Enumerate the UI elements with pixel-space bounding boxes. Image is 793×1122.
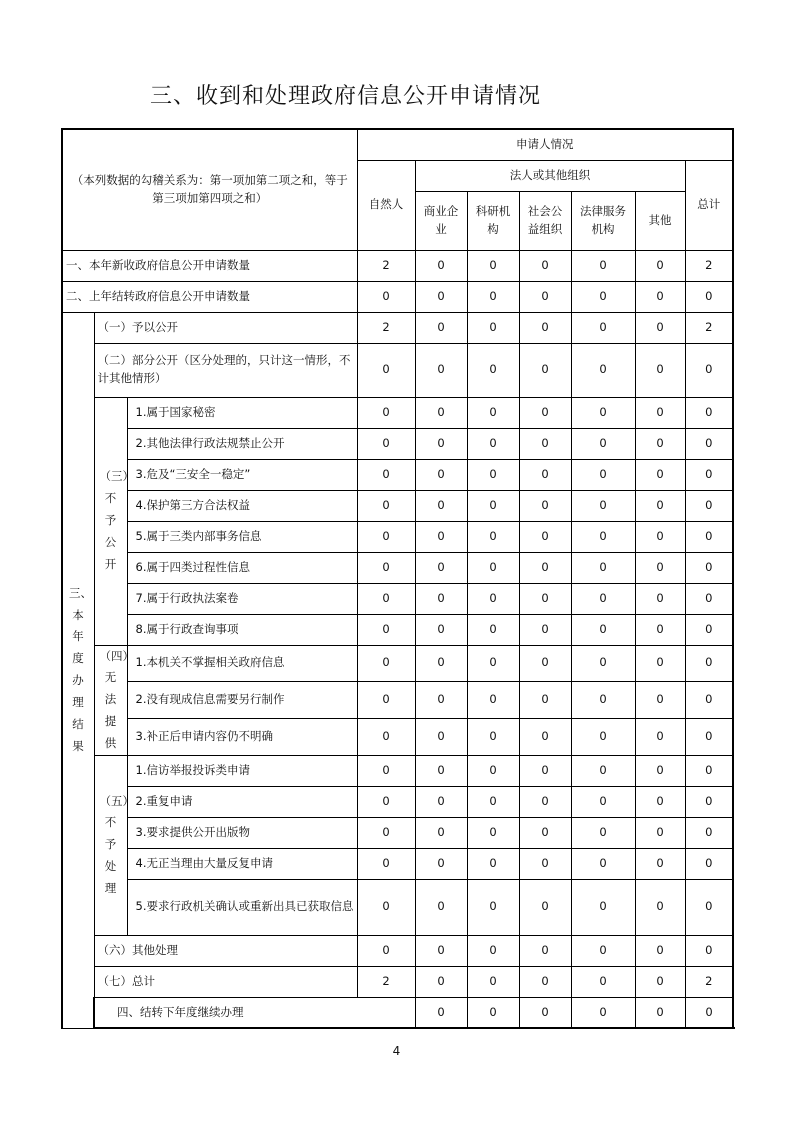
value-cell: 0 xyxy=(415,250,467,281)
table-row xyxy=(62,250,733,281)
header-other: 其他 xyxy=(635,191,685,250)
table-row xyxy=(62,966,733,997)
value-cell: 0 xyxy=(415,281,467,312)
value-cell: 0 xyxy=(635,343,685,397)
table-row xyxy=(62,718,733,755)
table-row xyxy=(62,583,733,614)
row-label: 3.要求提供公开出版物 xyxy=(127,817,357,848)
value-cell: 0 xyxy=(685,343,733,397)
value-cell: 0 xyxy=(519,250,571,281)
value-cell: 0 xyxy=(571,397,635,428)
value-cell: 0 xyxy=(415,848,467,879)
row-label: 4.保护第三方合法权益 xyxy=(127,490,357,521)
row-label: 4.无正当理由大量反复申请 xyxy=(127,848,357,879)
row-label: 四、结转下年度继续办理 xyxy=(94,997,415,1028)
value-cell: 0 xyxy=(571,645,635,682)
value-cell: 0 xyxy=(357,848,415,879)
value-cell: 0 xyxy=(571,966,635,997)
value-cell: 0 xyxy=(635,521,685,552)
value-cell: 0 xyxy=(519,848,571,879)
value-cell: 0 xyxy=(635,583,685,614)
value-cell: 0 xyxy=(467,935,519,966)
value-cell: 0 xyxy=(519,312,571,343)
value-cell: 0 xyxy=(357,428,415,459)
value-cell: 0 xyxy=(685,281,733,312)
value-cell: 0 xyxy=(467,312,519,343)
value-cell: 0 xyxy=(519,552,571,583)
value-cell: 0 xyxy=(467,997,519,1028)
value-cell: 0 xyxy=(685,614,733,645)
value-cell: 0 xyxy=(467,521,519,552)
value-cell: 0 xyxy=(415,490,467,521)
header-natural-person: 自然人 xyxy=(357,160,415,250)
value-cell: 0 xyxy=(635,786,685,817)
table-row xyxy=(62,490,733,521)
value-cell: 0 xyxy=(571,250,635,281)
value-cell: 0 xyxy=(519,817,571,848)
value-cell: 0 xyxy=(519,935,571,966)
header-legal-group: 法人或其他组织 xyxy=(415,160,685,191)
disclosure-table xyxy=(61,128,734,1029)
value-cell: 0 xyxy=(571,817,635,848)
value-cell: 0 xyxy=(571,583,635,614)
value-cell: 0 xyxy=(571,935,635,966)
value-cell: 0 xyxy=(519,879,571,935)
value-cell: 0 xyxy=(635,718,685,755)
value-cell: 0 xyxy=(685,645,733,682)
value-cell: 0 xyxy=(415,879,467,935)
value-cell: 0 xyxy=(571,281,635,312)
subgroup-label-withheld: （三）不予公开 xyxy=(94,397,127,645)
header-research: 科研机构 xyxy=(467,191,519,250)
group-label-results: 三、本年度办理结果 xyxy=(62,312,94,1028)
value-cell: 0 xyxy=(685,935,733,966)
value-cell: 0 xyxy=(635,682,685,719)
value-cell: 2 xyxy=(685,312,733,343)
value-cell: 0 xyxy=(357,552,415,583)
value-cell: 0 xyxy=(415,312,467,343)
row-label: 2.重复申请 xyxy=(127,786,357,817)
value-cell: 0 xyxy=(357,583,415,614)
value-cell: 0 xyxy=(685,521,733,552)
value-cell: 0 xyxy=(519,786,571,817)
row-label: 1.信访举报投诉类申请 xyxy=(127,755,357,786)
value-cell: 0 xyxy=(685,682,733,719)
value-cell: 0 xyxy=(635,428,685,459)
value-cell: 0 xyxy=(685,490,733,521)
table-row xyxy=(62,879,733,935)
table-row xyxy=(62,935,733,966)
value-cell: 0 xyxy=(519,459,571,490)
value-cell: 2 xyxy=(357,966,415,997)
page-number: 4 xyxy=(392,1044,401,1058)
row-label: 2.没有现成信息需要另行制作 xyxy=(127,682,357,719)
value-cell: 2 xyxy=(685,966,733,997)
value-cell: 0 xyxy=(571,848,635,879)
row-label: （一）予以公开 xyxy=(94,312,357,343)
row-label: 1.属于国家秘密 xyxy=(127,397,357,428)
value-cell: 0 xyxy=(467,848,519,879)
value-cell: 0 xyxy=(571,879,635,935)
value-cell: 0 xyxy=(571,718,635,755)
value-cell: 0 xyxy=(467,281,519,312)
row-label: 8.属于行政查询事项 xyxy=(127,614,357,645)
header-social: 社会公益组织 xyxy=(519,191,571,250)
row-label: 3.补正后申请内容仍不明确 xyxy=(127,718,357,755)
value-cell: 0 xyxy=(635,312,685,343)
value-cell: 0 xyxy=(357,343,415,397)
header-commercial: 商业企业 xyxy=(415,191,467,250)
value-cell: 0 xyxy=(415,343,467,397)
value-cell: 0 xyxy=(467,817,519,848)
value-cell: 0 xyxy=(519,343,571,397)
table-row xyxy=(62,997,733,1028)
value-cell: 0 xyxy=(635,645,685,682)
value-cell: 0 xyxy=(635,552,685,583)
value-cell: 0 xyxy=(685,817,733,848)
row-label: 5.属于三类内部事务信息 xyxy=(127,521,357,552)
value-cell: 0 xyxy=(415,997,467,1028)
row-label: 一、本年新收政府信息公开申请数量 xyxy=(62,250,357,281)
value-cell: 0 xyxy=(467,614,519,645)
value-cell: 2 xyxy=(685,250,733,281)
value-cell: 0 xyxy=(685,552,733,583)
value-cell: 0 xyxy=(357,397,415,428)
value-cell: 0 xyxy=(357,682,415,719)
row-label: 5.要求行政机关确认或重新出具已获取信息 xyxy=(127,879,357,935)
header-note: （本列数据的勾稽关系为：第一项加第二项之和，等于第三项加第四项之和） xyxy=(62,129,357,250)
value-cell: 2 xyxy=(357,250,415,281)
value-cell: 0 xyxy=(467,250,519,281)
table-row xyxy=(62,682,733,719)
value-cell: 0 xyxy=(357,718,415,755)
value-cell: 0 xyxy=(357,521,415,552)
value-cell: 0 xyxy=(415,459,467,490)
value-cell: 0 xyxy=(415,718,467,755)
table-row xyxy=(62,552,733,583)
subgroup-label-not-processed: （五）不予处理 xyxy=(94,755,127,935)
value-cell: 0 xyxy=(519,682,571,719)
value-cell: 0 xyxy=(635,281,685,312)
value-cell: 0 xyxy=(685,583,733,614)
value-cell: 0 xyxy=(415,583,467,614)
table-row xyxy=(62,817,733,848)
value-cell: 0 xyxy=(685,397,733,428)
value-cell: 0 xyxy=(467,459,519,490)
value-cell: 0 xyxy=(415,552,467,583)
value-cell: 0 xyxy=(635,459,685,490)
value-cell: 0 xyxy=(635,879,685,935)
value-cell: 0 xyxy=(467,490,519,521)
value-cell: 0 xyxy=(685,718,733,755)
value-cell: 0 xyxy=(519,966,571,997)
value-cell: 0 xyxy=(571,552,635,583)
table-row xyxy=(62,343,733,397)
value-cell: 0 xyxy=(467,428,519,459)
table-row xyxy=(62,521,733,552)
row-label: 2.其他法律行政法规禁止公开 xyxy=(127,428,357,459)
value-cell: 0 xyxy=(467,645,519,682)
value-cell: 0 xyxy=(415,755,467,786)
value-cell: 0 xyxy=(635,966,685,997)
value-cell: 0 xyxy=(467,397,519,428)
row-label: 1.本机关不掌握相关政府信息 xyxy=(127,645,357,682)
value-cell: 0 xyxy=(357,281,415,312)
value-cell: 0 xyxy=(415,397,467,428)
value-cell: 0 xyxy=(415,817,467,848)
value-cell: 0 xyxy=(357,755,415,786)
table-row xyxy=(62,645,733,682)
value-cell: 0 xyxy=(357,645,415,682)
value-cell: 0 xyxy=(357,614,415,645)
value-cell: 0 xyxy=(635,614,685,645)
table-row xyxy=(62,281,733,312)
value-cell: 0 xyxy=(519,428,571,459)
value-cell: 0 xyxy=(571,490,635,521)
value-cell: 0 xyxy=(519,521,571,552)
value-cell: 0 xyxy=(685,997,733,1028)
value-cell: 0 xyxy=(415,428,467,459)
page-title: 三、收到和处理政府信息公开申请情况 xyxy=(150,84,542,109)
row-label: 二、上年结转政府信息公开申请数量 xyxy=(62,281,357,312)
value-cell: 0 xyxy=(467,755,519,786)
table-row xyxy=(62,459,733,490)
value-cell: 0 xyxy=(357,490,415,521)
value-cell: 0 xyxy=(519,281,571,312)
row-label: 3.危及“三安全一稳定” xyxy=(127,459,357,490)
value-cell: 0 xyxy=(519,718,571,755)
value-cell: 0 xyxy=(571,521,635,552)
value-cell: 0 xyxy=(685,879,733,935)
value-cell: 0 xyxy=(519,645,571,682)
value-cell: 0 xyxy=(467,879,519,935)
value-cell: 0 xyxy=(467,343,519,397)
value-cell: 2 xyxy=(357,312,415,343)
value-cell: 0 xyxy=(467,583,519,614)
header-legal-service: 法律服务机构 xyxy=(571,191,635,250)
value-cell: 0 xyxy=(467,718,519,755)
value-cell: 0 xyxy=(357,786,415,817)
value-cell: 0 xyxy=(635,817,685,848)
table-row xyxy=(62,848,733,879)
value-cell: 0 xyxy=(635,490,685,521)
value-cell: 0 xyxy=(467,682,519,719)
value-cell: 0 xyxy=(571,428,635,459)
value-cell: 0 xyxy=(685,786,733,817)
value-cell: 0 xyxy=(571,343,635,397)
value-cell: 0 xyxy=(519,614,571,645)
value-cell: 0 xyxy=(357,935,415,966)
value-cell: 0 xyxy=(519,997,571,1028)
value-cell: 0 xyxy=(685,755,733,786)
value-cell: 0 xyxy=(571,459,635,490)
value-cell: 0 xyxy=(415,682,467,719)
value-cell: 0 xyxy=(571,614,635,645)
value-cell: 0 xyxy=(519,490,571,521)
value-cell: 0 xyxy=(635,755,685,786)
value-cell: 0 xyxy=(415,935,467,966)
value-cell: 0 xyxy=(467,786,519,817)
value-cell: 0 xyxy=(415,614,467,645)
value-cell: 0 xyxy=(685,428,733,459)
value-cell: 0 xyxy=(415,966,467,997)
row-label: 7.属于行政执法案卷 xyxy=(127,583,357,614)
value-cell: 0 xyxy=(635,397,685,428)
value-cell: 0 xyxy=(685,459,733,490)
value-cell: 0 xyxy=(467,552,519,583)
value-cell: 0 xyxy=(635,935,685,966)
table-row xyxy=(62,755,733,786)
value-cell: 0 xyxy=(571,312,635,343)
value-cell: 0 xyxy=(635,250,685,281)
value-cell: 0 xyxy=(635,848,685,879)
value-cell: 0 xyxy=(635,997,685,1028)
value-cell: 0 xyxy=(357,879,415,935)
row-label: 6.属于四类过程性信息 xyxy=(127,552,357,583)
value-cell: 0 xyxy=(519,755,571,786)
value-cell: 0 xyxy=(415,521,467,552)
table-row xyxy=(62,312,733,343)
subgroup-label-unavailable: （四）无法提供 xyxy=(94,645,127,755)
value-cell: 0 xyxy=(571,755,635,786)
value-cell: 0 xyxy=(571,997,635,1028)
header-applicant-info: 申请人情况 xyxy=(357,129,733,160)
value-cell: 0 xyxy=(415,645,467,682)
value-cell: 0 xyxy=(685,848,733,879)
row-label: （六）其他处理 xyxy=(94,935,357,966)
value-cell: 0 xyxy=(571,682,635,719)
table-row xyxy=(62,786,733,817)
value-cell: 0 xyxy=(357,459,415,490)
table-row xyxy=(62,428,733,459)
header-total: 总计 xyxy=(685,160,733,250)
value-cell: 0 xyxy=(571,786,635,817)
value-cell: 0 xyxy=(519,583,571,614)
value-cell: 0 xyxy=(357,817,415,848)
value-cell: 0 xyxy=(467,966,519,997)
row-label: （七）总计 xyxy=(94,966,357,997)
value-cell: 0 xyxy=(415,786,467,817)
table-row xyxy=(62,614,733,645)
row-label: （二）部分公开（区分处理的，只计这一情形，不计其他情形） xyxy=(94,343,357,397)
table-row xyxy=(62,397,733,428)
value-cell: 0 xyxy=(519,397,571,428)
